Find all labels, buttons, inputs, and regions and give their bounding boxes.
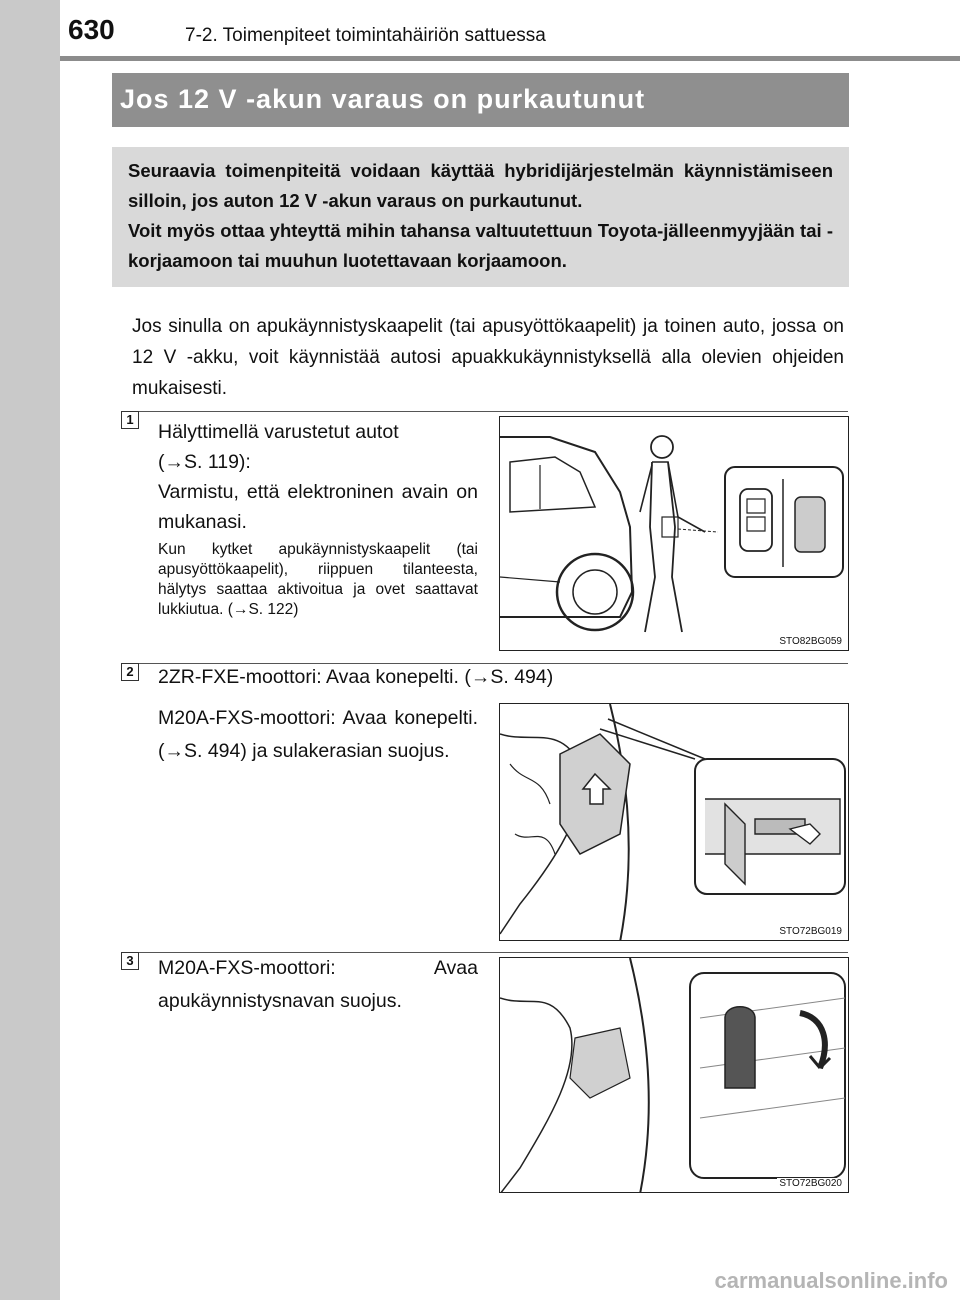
section-title-bar <box>112 73 849 127</box>
header-divider <box>60 56 960 61</box>
figure-code: STO72BG019 <box>779 926 842 937</box>
step-1-line-1: Hälyttimellä varustetut autot <box>158 421 399 443</box>
jump-terminal-drawing <box>500 958 849 1193</box>
step-number-badge: 3 <box>121 952 139 970</box>
step-divider <box>121 411 848 412</box>
chapter-title: 7-2. Toimenpiteet toimintahäiriön sattuessa <box>185 25 546 46</box>
illustration-fuse-box-cover <box>499 703 849 941</box>
step-1-line-3: Varmistu, että elektroninen avain on mukanasi. <box>158 481 478 533</box>
step-1-note: Kun kytket apukäynnistyskaapelit (tai apusyöttökaapelit), riippuen tilanteesta, hälytys saattaa aktivoitua ja ovet saattavat lukkiutua. (→S. 122) <box>158 541 478 618</box>
step-1-line-2: (→S. 119): <box>158 451 251 473</box>
intro-paragraph: Jos sinulla on apukäynnistyskaapelit (tai apusyöttökaapelit) ja toinen auto, jossa on 12 V -akku, voit käynnistää autosi apuakkukäynnistyksellä alla olevien ohjeiden mukaisesti. <box>132 316 844 399</box>
car-key-drawing <box>500 417 849 651</box>
step-2-line-2: M20A-FXS-moottori: Avaa konepelti. (→S. 494) ja sulakerasian suojus. <box>158 707 478 762</box>
fuse-box-drawing <box>500 704 849 941</box>
page-sidebar-strip <box>0 0 60 1300</box>
figure-code: STO72BG020 <box>779 1178 842 1189</box>
illustration-jump-terminal-cover <box>499 957 849 1193</box>
info-box-text-2: Voit myös ottaa yhteyttä mihin tahansa valtuutettuun Toyota-jälleenmyyjään tai -korjaamoon tai muuhun luotettavaan korjaamoon. <box>128 220 833 271</box>
info-box <box>112 147 849 287</box>
step-1-text <box>158 417 478 537</box>
illustration-car-and-key <box>499 416 849 651</box>
step-number-badge: 1 <box>121 411 139 429</box>
step-2-line-1: 2ZR-FXE-moottori: Avaa konepelti. (→S. 494) <box>158 666 554 688</box>
figure-code: STO82BG059 <box>779 636 842 647</box>
watermark: carmanualsonline.info <box>714 1268 948 1293</box>
step-3-line-1: M20A-FXS-moottori: Avaa apukäynnistysnavan suojus. <box>158 957 478 1012</box>
section-title: Jos 12 V -akun varaus on purkautunut <box>120 84 646 114</box>
page-number: 630 <box>68 14 115 45</box>
info-box-text-1: Seuraavia toimenpiteitä voidaan käyttää hybridijärjestelmän käynnistämiseen silloin, jos auton 12 V -akun varaus on purkautunut. <box>128 160 833 211</box>
step-number-badge: 2 <box>121 663 139 681</box>
